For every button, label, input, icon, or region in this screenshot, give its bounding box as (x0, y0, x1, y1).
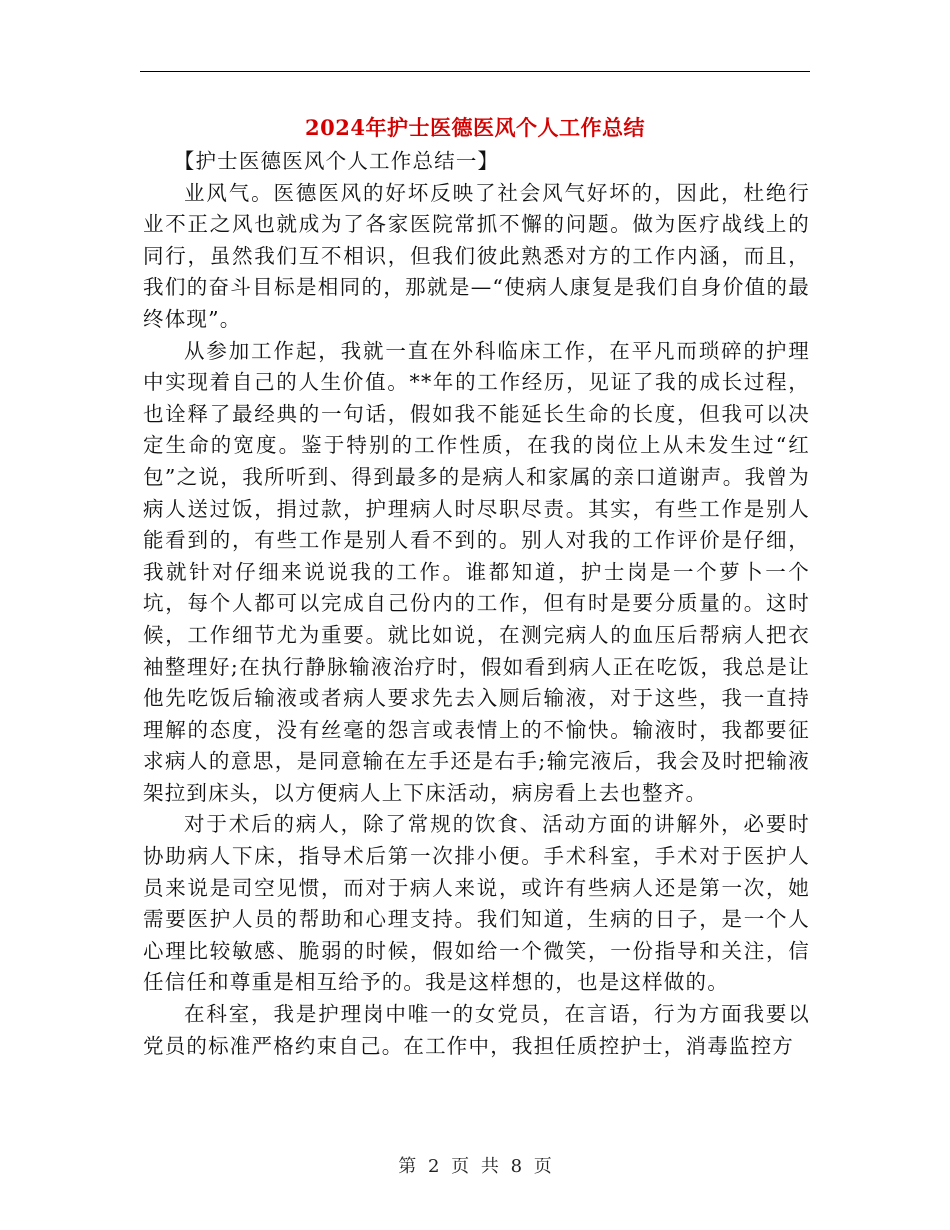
paragraph-2: 从参加工作起，我就一直在外科临床工作，在平凡而琐碎的护理中实现着自己的人生价值。**年的工作经历，见证了我的成长过程，也诠释了最经典的一句话，假如我不能延长生命的长度，但我可以决定生命的宽度。鉴于特别的工作性质，在我的岗位上从未发生过“红包”之说，我所听到、得到最多的是病人和家属的亲口道谢声。我曾为病人送过饭，捐过款，护理病人时尽职尽责。其实，有些工作是别人能看到的，有些工作是别人看不到的。别人对我的工作评价是仔细，我就针对仔细来说说我的工作。谁都知道，护士岗是一个萝卜一个坑，每个人都可以完成自己份内的工作，但有时是要分质量的。这时候，工作细节尤为重要。就比如说，在测完病人的血压后帮病人把衣袖整理好;在执行静脉输液治疗时，假如看到病人正在吃饭，我总是让他先吃饭后输液或者病人要求先去入厕后输液，对于这些，我一直持理解的态度，没有丝毫的怨言或表情上的不愉快。输液时，我都要征求病人的意思，是同意输在左手还是右手;输完液后，我会及时把输液架拉到床头，以方便病人上下床活动，病房看上去也整齐。 (143, 338, 810, 805)
document-title: 2024年护士医德医风个人工作总结 (305, 115, 645, 140)
paragraph-4: 在科室，我是护理岗中唯一的女党员，在言语，行为方面我要以党员的标准严格约束自己。在工作中，我担任质控护士，消毒监控方 (143, 1002, 810, 1058)
document-body (143, 146, 810, 1062)
paragraph-3: 对于术后的病人，除了常规的饮食、活动方面的讲解外，必要时协助病人下床，指导术后第一次排小便。手术科室，手术对于医护人员来说是司空见惯，而对于病人来说，或许有些病人还是第一次，她需要医护人员的帮助和心理支持。我们知道，生病的日子，是一个人心理比较敏感、脆弱的时候，假如给一个微笑，一份指导和关注，信任信任和尊重是相互给予的。我是这样想的，也是这样做的。 (143, 812, 810, 995)
header-rule (140, 71, 810, 72)
section-heading: 【护士医德医风个人工作总结一】 (173, 149, 500, 173)
paragraph-1: 业风气。医德医风的好坏反映了社会风气好坏的，因此，杜绝行业不正之风也就成为了各家医院常抓不懈的问题。做为医疗战线上的同行，虽然我们互不相识，但我们彼此熟悉对方的工作内涵，而且，我们的奋斗目标是相同的，那就是—“使病人康复是我们自身价值的最终体现”。 (143, 180, 810, 331)
page-number-footer: 第 2 页 共 8 页 (398, 1156, 552, 1177)
